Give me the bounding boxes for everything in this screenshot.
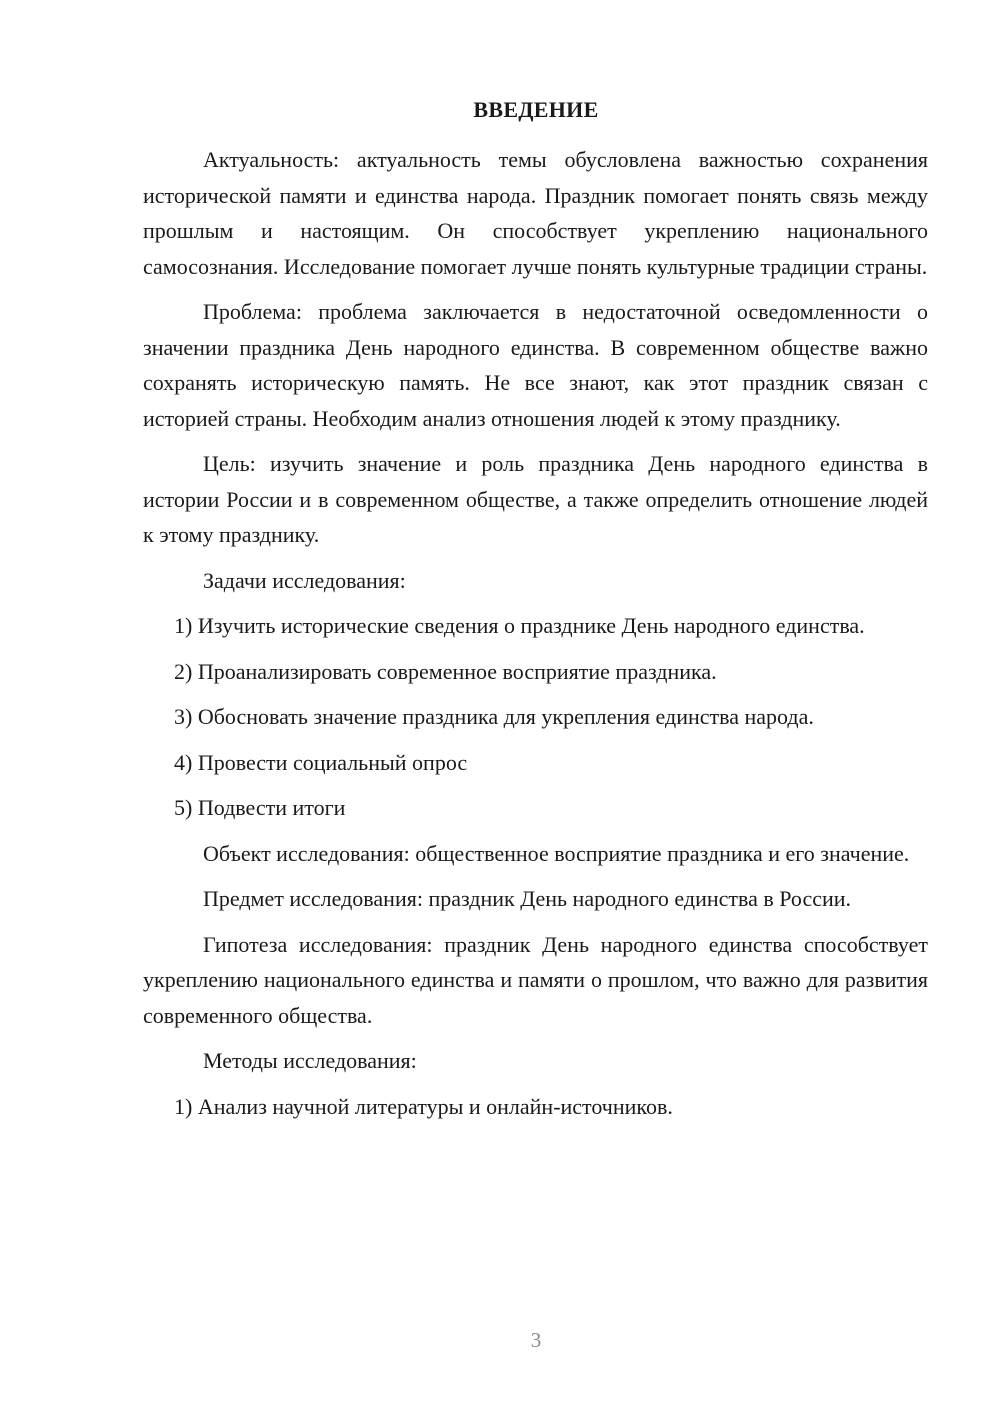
task-list-item: 4) Провести социальный опрос — [174, 749, 468, 775]
page-number: 3 — [530, 1328, 542, 1352]
task-list-item: 3) Обосновать значение праздника для укрепления единства народа. — [174, 704, 814, 729]
object-paragraph: Объект исследования: общественное восприятие праздника и его значение. — [203, 840, 910, 866]
methods-heading: Методы исследования: — [203, 1048, 417, 1073]
task-list-item: 2) Проанализировать современное восприятие праздника. — [174, 658, 717, 684]
method-list-item: 1) Анализ научной литературы и онлайн-источников. — [174, 1093, 673, 1119]
relevance-paragraph: Актуальность: актуальность темы обусловлена важностью сохранения исторической памяти и единства народа. Праздник помогает понять связь между прошлым и настоящим. Он способствует укреплению национального самосознания. Исследование помогает лучше понять культурные традиции страны. — [143, 147, 928, 279]
subject-paragraph: Предмет исследования: праздник День народного единства в России. — [203, 886, 852, 911]
document-body — [143, 142, 928, 1134]
tasks-heading: Задачи исследования: — [203, 567, 406, 593]
task-list-item: 5) Подвести итоги — [174, 795, 346, 820]
section-heading: ВВЕДЕНИЕ — [473, 97, 599, 122]
goal-paragraph: Цель: изучить значение и роль праздника День народного единства в истории России и в современном обществе, а также определить отношение людей к этому празднику. — [143, 451, 928, 547]
problem-paragraph: Проблема: проблема заключается в недостаточной осведомленности о значении праздника День народного единства. В современном обществе важно сохранять историческую память. Не все знают, как этот праздник связан с историей страны. Необходим анализ отношения людей к этому празднику. — [143, 299, 928, 431]
task-list-item: 1) Изучить исторические сведения о празднике День народного единства. — [174, 613, 865, 638]
hypothesis-paragraph: Гипотеза исследования: праздник День народного единства способствует укреплению национального единства и памяти о прошлом, что важно для развития современного общества. — [143, 931, 928, 1028]
